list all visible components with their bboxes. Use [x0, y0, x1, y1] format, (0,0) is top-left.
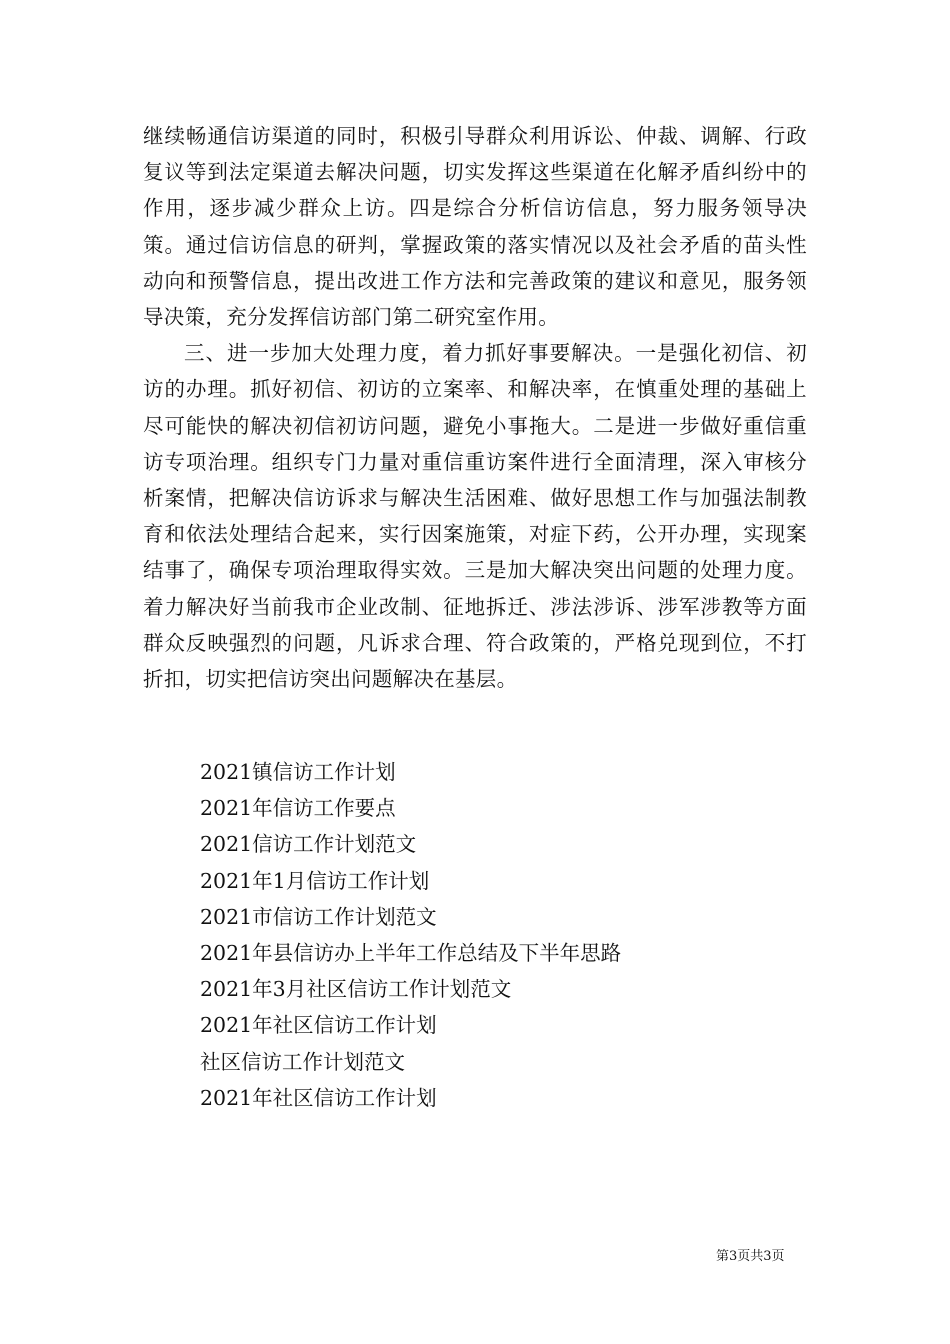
- related-link[interactable]: 2021信访工作计划范文: [200, 832, 417, 857]
- related-links-list: [200, 754, 800, 1116]
- related-link[interactable]: 社区信访工作计划范文: [200, 1049, 405, 1074]
- page-number: 第3页共3页: [716, 1249, 785, 1264]
- related-link[interactable]: 2021市信访工作计划范文: [200, 904, 437, 929]
- paragraph-1: 继续畅通信访渠道的同时，积极引导群众利用诉讼、仲裁、调解、行政复议等到法定渠道去解决问题，切实发挥这些渠道在化解矛盾纠纷中的作用，逐步减少群众上访。四是综合分析信访信息，努力服务领导决策。通过信访信息的研判，掌握政策的落实情况以及社会矛盾的苗头性动向和预警信息，提出改进工作方法和完善政策的建议和意见，服务领导决策，充分发挥信访部门第二研究室作用。: [143, 124, 807, 330]
- related-link[interactable]: 2021年3月社区信访工作计划范文: [200, 977, 512, 1002]
- related-link[interactable]: 2021年1月信访工作计划: [200, 868, 430, 893]
- related-link[interactable]: 2021年信访工作要点: [200, 796, 396, 821]
- related-link[interactable]: 2021镇信访工作计划: [200, 760, 396, 784]
- related-link[interactable]: 2021年社区信访工作计划: [200, 1085, 437, 1110]
- related-link[interactable]: 2021年县信访办上半年工作总结及下半年思路: [200, 941, 622, 966]
- related-link[interactable]: 2021年社区信访工作计划: [200, 1013, 437, 1038]
- body-text: [143, 118, 807, 697]
- paragraph-2: 三、进一步加大处理力度，着力抓好事要解决。一是强化初信、初访的办理。抓好初信、初访的立案率、和解决率，在慎重处理的基础上尽可能快的解决初信初访问题，避免小事拖大。二是进一步做好重信重访专项治理。组织专门力量对重信重访案件进行全面清理，深入审核分析案情，把解决信访诉求与解决生活困难、做好思想工作与加强法制教育和依法处理结合起来，实行因案施策，对症下药，公开办理，实现案结事了，确保专项治理取得实效。三是加大解决突出问题的处理力度。着力解决好当前我市企业改制、征地拆迁、涉法涉诉、涉军涉教等方面群众反映强烈的问题，凡诉求合理、符合政策的，严格兑现到位，不打折扣，切实把信访突出问题解决在基层。: [143, 341, 807, 692]
